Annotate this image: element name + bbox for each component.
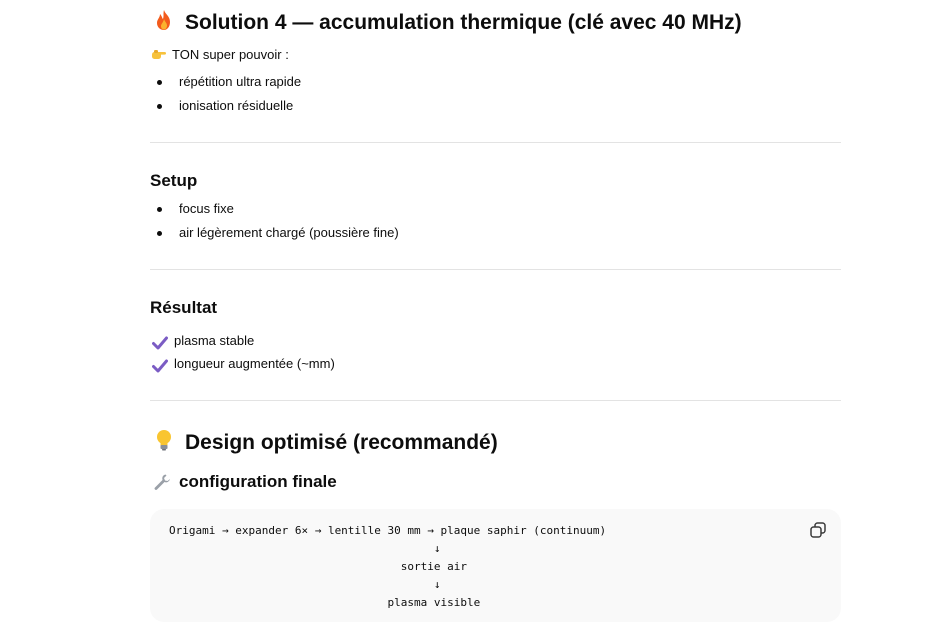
result-list: [152, 329, 335, 375]
config-heading: [153, 472, 337, 492]
checkmark-icon: [152, 357, 168, 371]
design-title: Design optimisé (recommandé): [185, 430, 498, 454]
divider: [150, 400, 841, 401]
list-item: répétition ultra rapide: [150, 70, 301, 94]
setup-heading: Setup: [150, 171, 198, 190]
divider: [150, 142, 841, 143]
wrench-icon: [153, 473, 171, 491]
checkmark-icon: [152, 334, 168, 348]
solution-title: Solution 4 — accumulation thermique (clé avec 40 MHz): [185, 10, 742, 34]
result-item-text: plasma stable: [174, 333, 255, 348]
result-heading: Résultat: [150, 298, 218, 317]
list-item: [152, 329, 335, 352]
features-list: [150, 70, 301, 118]
list-item: [152, 352, 335, 375]
list-item: ionisation résiduelle: [150, 94, 301, 118]
code-line: plasma visible: [169, 596, 481, 609]
copy-icon: [809, 521, 827, 539]
pointing-hand-icon: [151, 46, 167, 62]
list-item: focus fixe: [150, 197, 399, 221]
intro-text: TON super pouvoir :: [172, 46, 289, 62]
fire-icon: [153, 9, 175, 36]
setup-list: [150, 197, 399, 245]
solution-heading: [153, 9, 742, 36]
list-item: air légèrement chargé (poussière fine): [150, 221, 399, 245]
config-title: configuration finale: [179, 472, 337, 491]
code-line: ↓: [169, 542, 441, 555]
light-bulb-icon: [153, 429, 175, 456]
copy-button[interactable]: [809, 521, 827, 539]
code-line: sortie air: [169, 560, 468, 573]
divider: [150, 269, 841, 270]
code-block: [150, 509, 841, 622]
design-heading: [153, 429, 498, 456]
code-line: Origami → expander 6× → lentille 30 mm → plaque saphir (continuum): [169, 524, 607, 537]
intro-line: [151, 46, 289, 62]
result-item-text: longueur augmentée (~mm): [174, 356, 335, 371]
code-line: ↓: [169, 578, 441, 591]
